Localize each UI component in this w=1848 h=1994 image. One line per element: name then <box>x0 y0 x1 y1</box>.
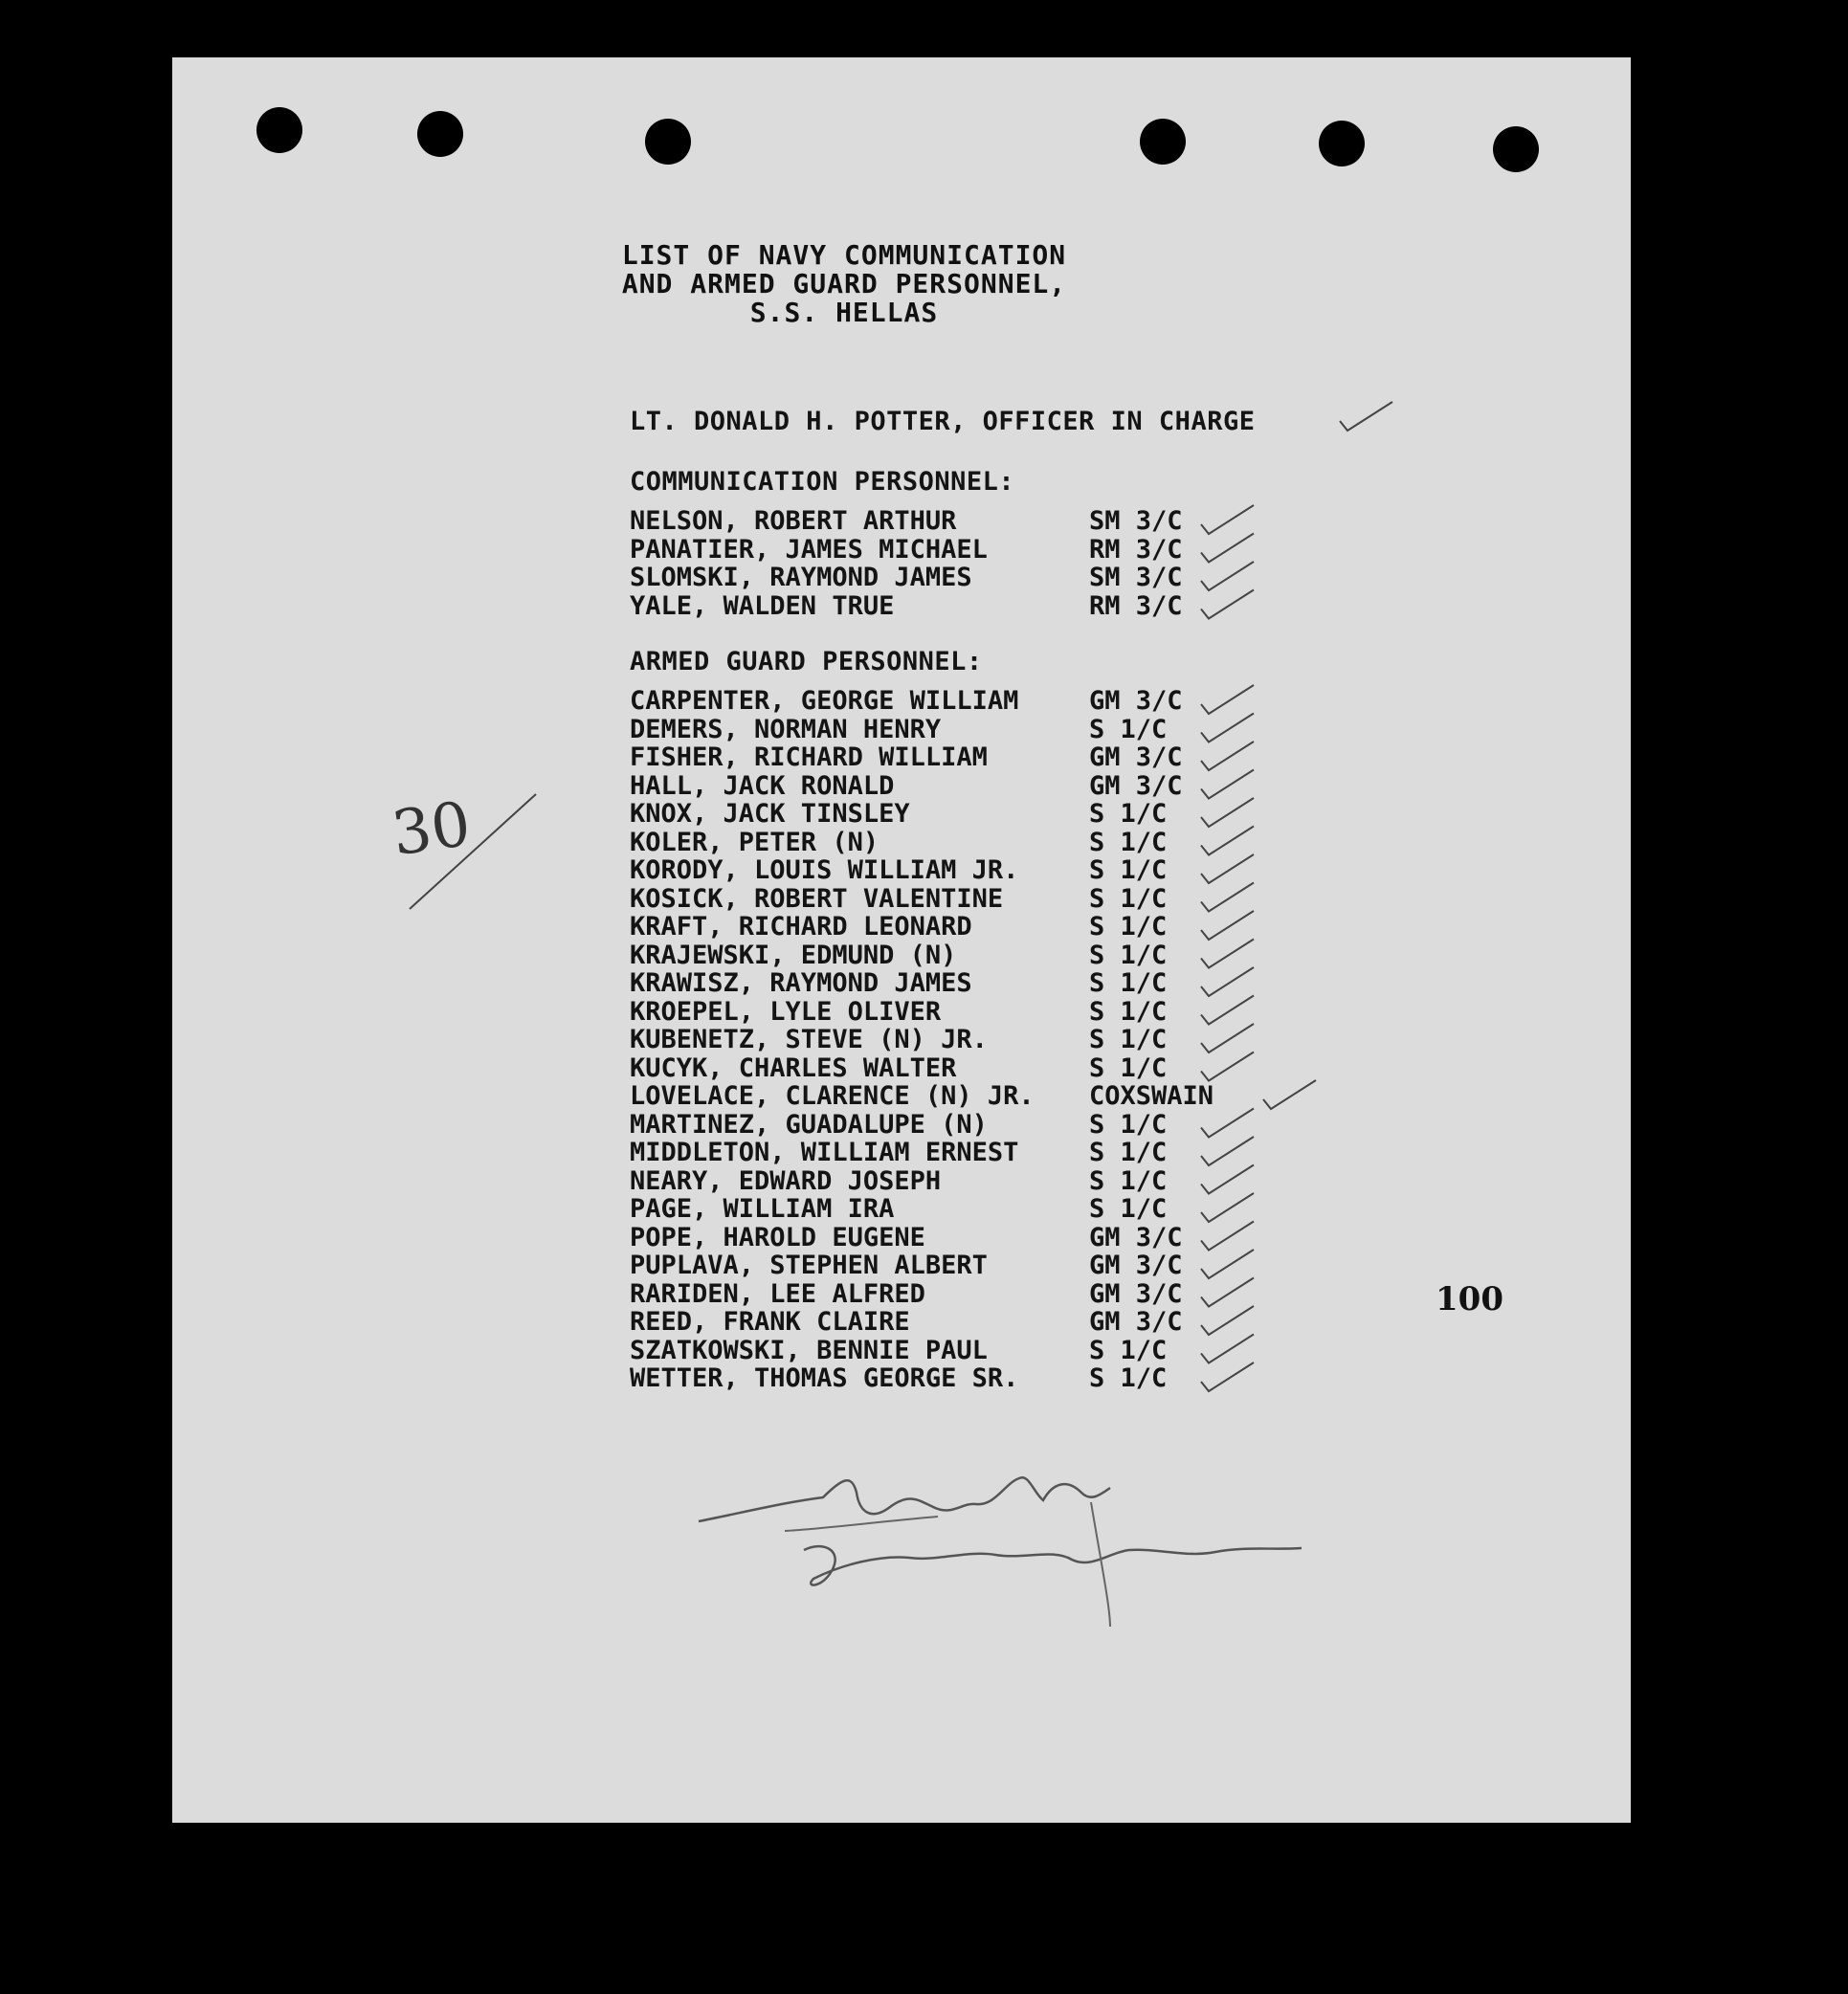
armed-guard-heading: ARMED GUARD PERSONNEL: <box>630 647 983 676</box>
personnel-name: MARTINEZ, GUADALUPE (N) <box>630 1109 988 1140</box>
check-mark <box>1201 1165 1254 1194</box>
personnel-rate: S 1/C <box>1089 940 1168 970</box>
armed-guard-row <box>630 687 1183 716</box>
personnel-rate: S 1/C <box>1089 714 1168 744</box>
check-mark <box>1201 534 1254 563</box>
check-mark <box>1201 967 1254 996</box>
personnel-name: KUBENETZ, STEVE (N) JR. <box>630 1025 988 1054</box>
personnel-rate: RM 3/C <box>1089 590 1183 621</box>
personnel-name: SLOMSKI, RAYMOND JAMES <box>630 563 972 592</box>
personnel-name: WETTER, THOMAS GEORGE SR. <box>630 1363 1019 1393</box>
personnel-name: NELSON, ROBERT ARTHUR <box>630 506 957 536</box>
armed-guard-row <box>630 1111 1167 1140</box>
check-mark <box>1201 996 1254 1025</box>
check-mark <box>1201 562 1254 590</box>
check-mark <box>1201 742 1254 770</box>
personnel-rate: GM 3/C <box>1089 742 1183 772</box>
personnel-rate: S 1/C <box>1089 1165 1168 1196</box>
armed-guard-row <box>630 1054 1167 1083</box>
armed-guard-row <box>630 1195 1167 1224</box>
armed-guard-row <box>630 969 1167 998</box>
personnel-name: SZATKOWSKI, BENNIE PAUL <box>630 1335 988 1365</box>
armed-guard-row <box>630 1308 1183 1337</box>
communication-row <box>630 536 1183 565</box>
check-mark <box>1201 1052 1254 1081</box>
communication-row <box>630 507 1183 536</box>
personnel-rate: S 1/C <box>1089 883 1168 914</box>
armed-guard-row <box>630 1167 1167 1196</box>
personnel-rate: S 1/C <box>1089 1052 1168 1083</box>
officer-in-charge: LT. DONALD H. POTTER, OFFICER IN CHARGE <box>630 407 1256 436</box>
title-line-1: LIST OF NAVY COMMUNICATION <box>621 239 1067 271</box>
check-mark <box>1201 854 1254 883</box>
armed-guard-row <box>630 885 1167 914</box>
personnel-name: KRAFT, RICHARD LEONARD <box>630 912 972 942</box>
personnel-rate: SM 3/C <box>1089 506 1183 536</box>
check-mark <box>1201 911 1254 940</box>
personnel-name: KRAWISZ, RAYMOND JAMES <box>630 968 972 998</box>
personnel-rate: S 1/C <box>1089 855 1168 885</box>
personnel-rate: GM 3/C <box>1089 1307 1183 1337</box>
armed-guard-row <box>630 716 1167 744</box>
title-line-3: S.S. HELLAS <box>749 297 939 328</box>
personnel-rate: GM 3/C <box>1089 686 1183 716</box>
personnel-rate: GM 3/C <box>1089 770 1183 801</box>
check-mark <box>1201 1193 1254 1222</box>
personnel-name: RARIDEN, LEE ALFRED <box>630 1278 925 1309</box>
check-mark <box>1201 827 1254 855</box>
armed-guard-row <box>630 772 1183 801</box>
check-mark <box>1201 1278 1254 1307</box>
communication-heading: COMMUNICATION PERSONNEL: <box>630 467 1015 497</box>
document-page <box>172 57 1631 1823</box>
armed-guard-row <box>630 1082 1213 1111</box>
personnel-name: KOSICK, ROBERT VALENTINE <box>630 883 1004 914</box>
personnel-rate: GM 3/C <box>1089 1251 1183 1280</box>
handwritten-tally: 30 <box>388 788 476 871</box>
personnel-name: CARPENTER, GEORGE WILLIAM <box>630 686 1019 716</box>
personnel-name: DEMERS, NORMAN HENRY <box>630 714 942 744</box>
check-mark <box>1201 770 1254 799</box>
check-mark <box>1201 1306 1254 1335</box>
check-mark <box>1201 1222 1254 1251</box>
personnel-rate: RM 3/C <box>1089 534 1183 565</box>
check-mark <box>1201 590 1254 619</box>
check-mark <box>1201 940 1254 968</box>
check-mark <box>1201 1109 1254 1138</box>
armed-guard-row <box>630 856 1167 885</box>
personnel-rate: S 1/C <box>1089 1363 1168 1393</box>
personnel-name: KORODY, LOUIS WILLIAM JR. <box>630 855 1019 885</box>
armed-guard-row <box>630 1252 1183 1280</box>
personnel-name: KNOX, JACK TINSLEY <box>630 799 910 829</box>
armed-guard-row <box>630 800 1167 829</box>
armed-guard-row <box>630 1364 1167 1393</box>
check-mark <box>1201 714 1254 742</box>
personnel-name: MIDDLETON, WILLIAM ERNEST <box>630 1138 1019 1167</box>
armed-guard-row <box>630 1337 1167 1365</box>
personnel-name: PAGE, WILLIAM IRA <box>630 1194 895 1224</box>
personnel-rate: GM 3/C <box>1089 1278 1183 1309</box>
personnel-rate: COXSWAIN <box>1089 1081 1214 1111</box>
personnel-rate: S 1/C <box>1089 1025 1168 1054</box>
inspector-signature <box>689 1387 1359 1655</box>
personnel-rate: S 1/C <box>1089 968 1168 998</box>
personnel-name: KOLER, PETER (N) <box>630 827 879 857</box>
personnel-name: KUCYK, CHARLES WALTER <box>630 1052 957 1083</box>
personnel-name: FISHER, RICHARD WILLIAM <box>630 742 988 772</box>
tally-slash <box>410 794 536 909</box>
personnel-rate: S 1/C <box>1089 1335 1168 1365</box>
check-mark <box>1201 505 1254 534</box>
check-mark <box>1201 883 1254 912</box>
armed-guard-row <box>630 1026 1167 1054</box>
personnel-rate: S 1/C <box>1089 1138 1168 1167</box>
check-mark <box>1340 402 1392 431</box>
armed-guard-row <box>630 1224 1183 1252</box>
personnel-rate: S 1/C <box>1089 1194 1168 1224</box>
personnel-name: YALE, WALDEN TRUE <box>630 590 895 621</box>
personnel-rate: SM 3/C <box>1089 563 1183 592</box>
personnel-name: NEARY, EDWARD JOSEPH <box>630 1165 942 1196</box>
check-mark <box>1201 1335 1254 1363</box>
personnel-rate: S 1/C <box>1089 912 1168 942</box>
communication-row <box>630 592 1183 621</box>
check-mark <box>1263 1080 1316 1109</box>
title-line-2: AND ARMED GUARD PERSONNEL, <box>621 268 1067 299</box>
personnel-name: KRAJEWSKI, EDMUND (N) <box>630 940 957 970</box>
check-mark <box>1201 685 1254 714</box>
armed-guard-row <box>630 913 1167 942</box>
check-mark <box>1201 1024 1254 1052</box>
armed-guard-row <box>630 829 1167 857</box>
communication-row <box>630 564 1183 592</box>
personnel-rate: S 1/C <box>1089 799 1168 829</box>
personnel-rate: GM 3/C <box>1089 1222 1183 1252</box>
personnel-name: PANATIER, JAMES MICHAEL <box>630 534 988 565</box>
page-number: 100 <box>1436 1280 1503 1318</box>
armed-guard-row <box>630 1139 1167 1167</box>
check-mark <box>1201 1250 1254 1278</box>
personnel-rate: S 1/C <box>1089 827 1168 857</box>
personnel-rate: S 1/C <box>1089 996 1168 1027</box>
armed-guard-row <box>630 998 1167 1027</box>
personnel-name: KROEPEL, LYLE OLIVER <box>630 996 942 1027</box>
personnel-name: HALL, JACK RONALD <box>630 770 895 801</box>
personnel-name: REED, FRANK CLAIRE <box>630 1307 910 1337</box>
check-mark <box>1201 1137 1254 1165</box>
armed-guard-row <box>630 942 1167 970</box>
armed-guard-row <box>630 743 1183 772</box>
check-mark <box>1201 798 1254 827</box>
personnel-name: PUPLAVA, STEPHEN ALBERT <box>630 1251 988 1280</box>
personnel-name: LOVELACE, CLARENCE (N) JR. <box>630 1081 1035 1111</box>
personnel-rate: S 1/C <box>1089 1109 1168 1140</box>
personnel-name: POPE, HAROLD EUGENE <box>630 1222 925 1252</box>
armed-guard-row <box>630 1280 1183 1309</box>
